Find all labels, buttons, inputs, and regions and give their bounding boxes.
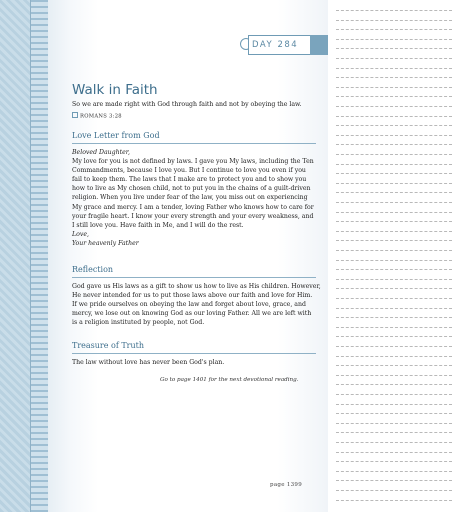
note-line <box>336 356 452 357</box>
note-line <box>336 298 452 299</box>
love-letter-line: My love for you is not defined by laws. I gave you My laws, including the Ten <box>72 158 314 166</box>
verse-reference-text: ROMANS 3:28 <box>80 113 122 120</box>
heading-divider <box>72 277 316 278</box>
note-line <box>336 39 452 40</box>
heading-divider <box>72 143 316 144</box>
note-line <box>336 394 452 395</box>
reflection-line: He never intended for us to put those laws above our faith and love for Him. <box>72 292 313 300</box>
note-line <box>336 10 452 11</box>
love-letter-line: My grace and mercy. I am a tender, loving Father who knows how to care for <box>72 203 314 211</box>
love-letter-signature: Your heavenly Father <box>72 239 139 247</box>
reflection-line: mercy, we lose out on knowing God as our loving Father. All we are left with <box>72 310 312 318</box>
note-line <box>336 452 452 453</box>
note-line <box>336 317 452 318</box>
note-line <box>336 260 452 261</box>
note-line <box>336 250 452 251</box>
love-letter-line: your fragile heart. I know your every strength and your every weakness, and <box>72 212 314 220</box>
note-line <box>336 442 452 443</box>
note-line <box>336 116 452 117</box>
square-bullet-icon <box>72 112 78 118</box>
verse-reference <box>72 112 122 120</box>
note-line <box>336 461 452 462</box>
note-line <box>336 279 452 280</box>
reflection-line: God gave us His laws as a gift to show us how to live as His children. However, <box>72 283 321 290</box>
note-line <box>336 106 452 107</box>
note-line <box>336 221 452 222</box>
note-line <box>336 480 452 481</box>
note-line <box>336 68 452 69</box>
love-letter-line: fail to keep them. The laws that I make are to protect you and to show you <box>72 176 307 184</box>
treasure-text: The law without love has never been God's plan. <box>72 359 225 366</box>
note-line <box>336 288 452 289</box>
note-line <box>336 240 452 241</box>
note-line <box>336 144 452 145</box>
day-label: DAY 284 <box>252 40 299 50</box>
reflection-body <box>72 282 321 327</box>
note-line <box>336 212 452 213</box>
note-line <box>336 336 452 337</box>
note-line <box>336 413 452 414</box>
love-letter-salutation: Beloved Daughter, <box>72 149 130 156</box>
reflection-line: If we pride ourselves on obeying the law and forget about love, grace, and <box>72 301 306 309</box>
love-letter-line: religion. When you live under fear of the law, you miss out on experiencing <box>72 194 308 202</box>
note-line <box>336 375 452 376</box>
devotional-page <box>48 0 328 512</box>
notes-column[interactable] <box>336 0 456 512</box>
note-line <box>336 423 452 424</box>
note-line <box>336 404 452 405</box>
heading-divider <box>72 353 316 354</box>
love-letter-closing: Love, <box>72 230 89 238</box>
verse-text: So we are made right with God through faith and not by obeying the law. <box>72 101 302 108</box>
note-line <box>336 58 452 59</box>
note-line <box>336 154 452 155</box>
day-tab-cap <box>310 35 328 55</box>
note-line <box>336 231 452 232</box>
love-letter-line: Commandments, because I love you. But I continue to love you even if you <box>72 167 306 175</box>
note-line <box>336 365 452 366</box>
note-line <box>336 173 452 174</box>
reflection-line: is a religion instituted by people, not God. <box>72 319 205 327</box>
note-line <box>336 384 452 385</box>
next-reading-note: Go to page 1401 for the next devotional reading. <box>160 377 299 383</box>
page-number: page 1399 <box>270 482 303 488</box>
love-letter-line: how to live as My chosen child, not to put you in the chains of a guilt-driven <box>72 185 311 193</box>
treasure-body <box>72 358 316 367</box>
note-line <box>336 183 452 184</box>
note-line <box>336 135 452 136</box>
note-line <box>336 346 452 347</box>
note-line <box>336 192 452 193</box>
day-tab <box>240 32 328 58</box>
love-letter-heading: Love Letter from God <box>72 131 160 140</box>
note-line <box>336 77 452 78</box>
page-title: Walk in Faith <box>72 82 158 98</box>
note-line <box>336 87 452 88</box>
note-line <box>336 432 452 433</box>
love-letter-body <box>72 148 316 248</box>
note-line <box>336 96 452 97</box>
decorative-border-strip <box>30 0 49 512</box>
note-line <box>336 327 452 328</box>
note-line <box>336 29 452 30</box>
note-line <box>336 490 452 491</box>
love-letter-line: I still love you. Have faith in Me, and I will do the rest. <box>72 221 244 229</box>
note-line <box>336 471 452 472</box>
note-line <box>336 20 452 21</box>
note-line <box>336 48 452 49</box>
treasure-heading: Treasure of Truth <box>72 341 145 350</box>
note-line <box>336 269 452 270</box>
note-line <box>336 308 452 309</box>
note-line <box>336 202 452 203</box>
note-line <box>336 125 452 126</box>
reflection-heading: Reflection <box>72 265 114 274</box>
note-line <box>336 164 452 165</box>
note-line <box>336 500 452 501</box>
